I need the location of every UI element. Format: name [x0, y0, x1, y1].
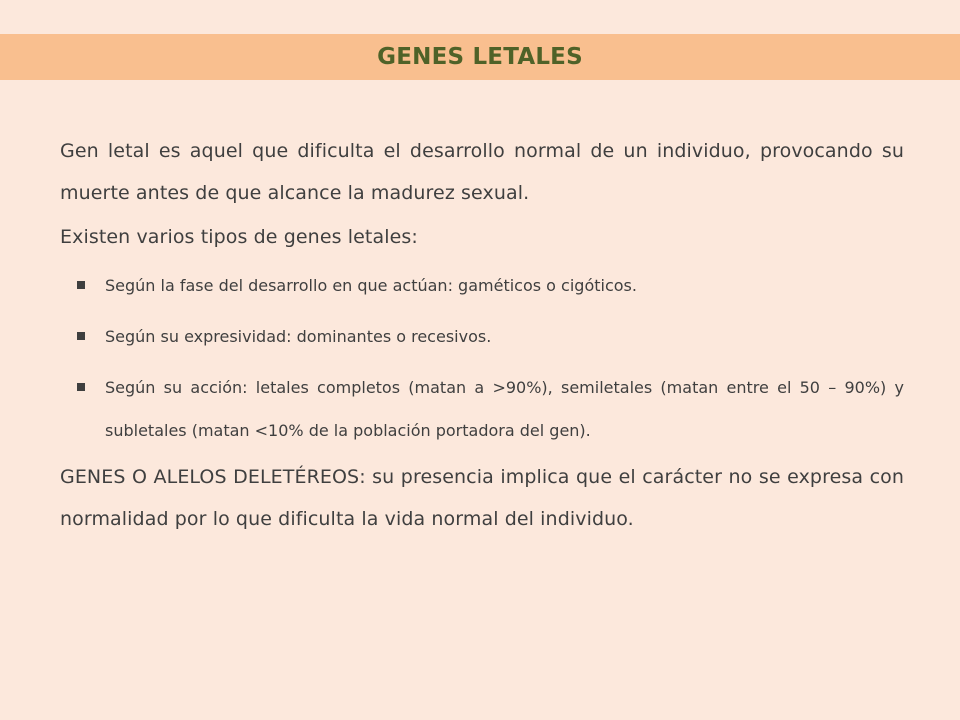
square-bullet-icon — [77, 383, 85, 391]
bullet-text: Según su acción: letales completos (matan a >90%), semiletales (matan entre el 50 – 90%) y subletales (matan <10% de la población portadora del gen). — [105, 378, 904, 440]
closing-paragraph: GENES O ALELOS DELETÉREOS: su presencia implica que el carácter no se expresa con normalidad por lo que dificulta la vida normal del individuo. — [60, 466, 904, 530]
intro-paragraph: Existen varios tipos de genes letales: — [60, 226, 418, 248]
slide-title: GENES LETALES — [377, 44, 583, 70]
slide-content — [60, 130, 904, 540]
bullet-item — [60, 315, 904, 358]
square-bullet-icon — [77, 281, 85, 289]
bullet-text: Según su expresividad: dominantes o recesivos. — [105, 327, 492, 346]
title-bar — [0, 34, 960, 80]
bullet-item — [60, 264, 904, 307]
definition-paragraph: Gen letal es aquel que dificulta el desarrollo normal de un individuo, provocando su muerte antes de que alcance la madurez sexual. — [60, 140, 904, 204]
bullet-text: Según la fase del desarrollo en que actúan: gaméticos o cigóticos. — [105, 276, 637, 295]
bullet-item — [60, 366, 904, 452]
square-bullet-icon — [77, 332, 85, 340]
bullet-list — [60, 264, 904, 452]
